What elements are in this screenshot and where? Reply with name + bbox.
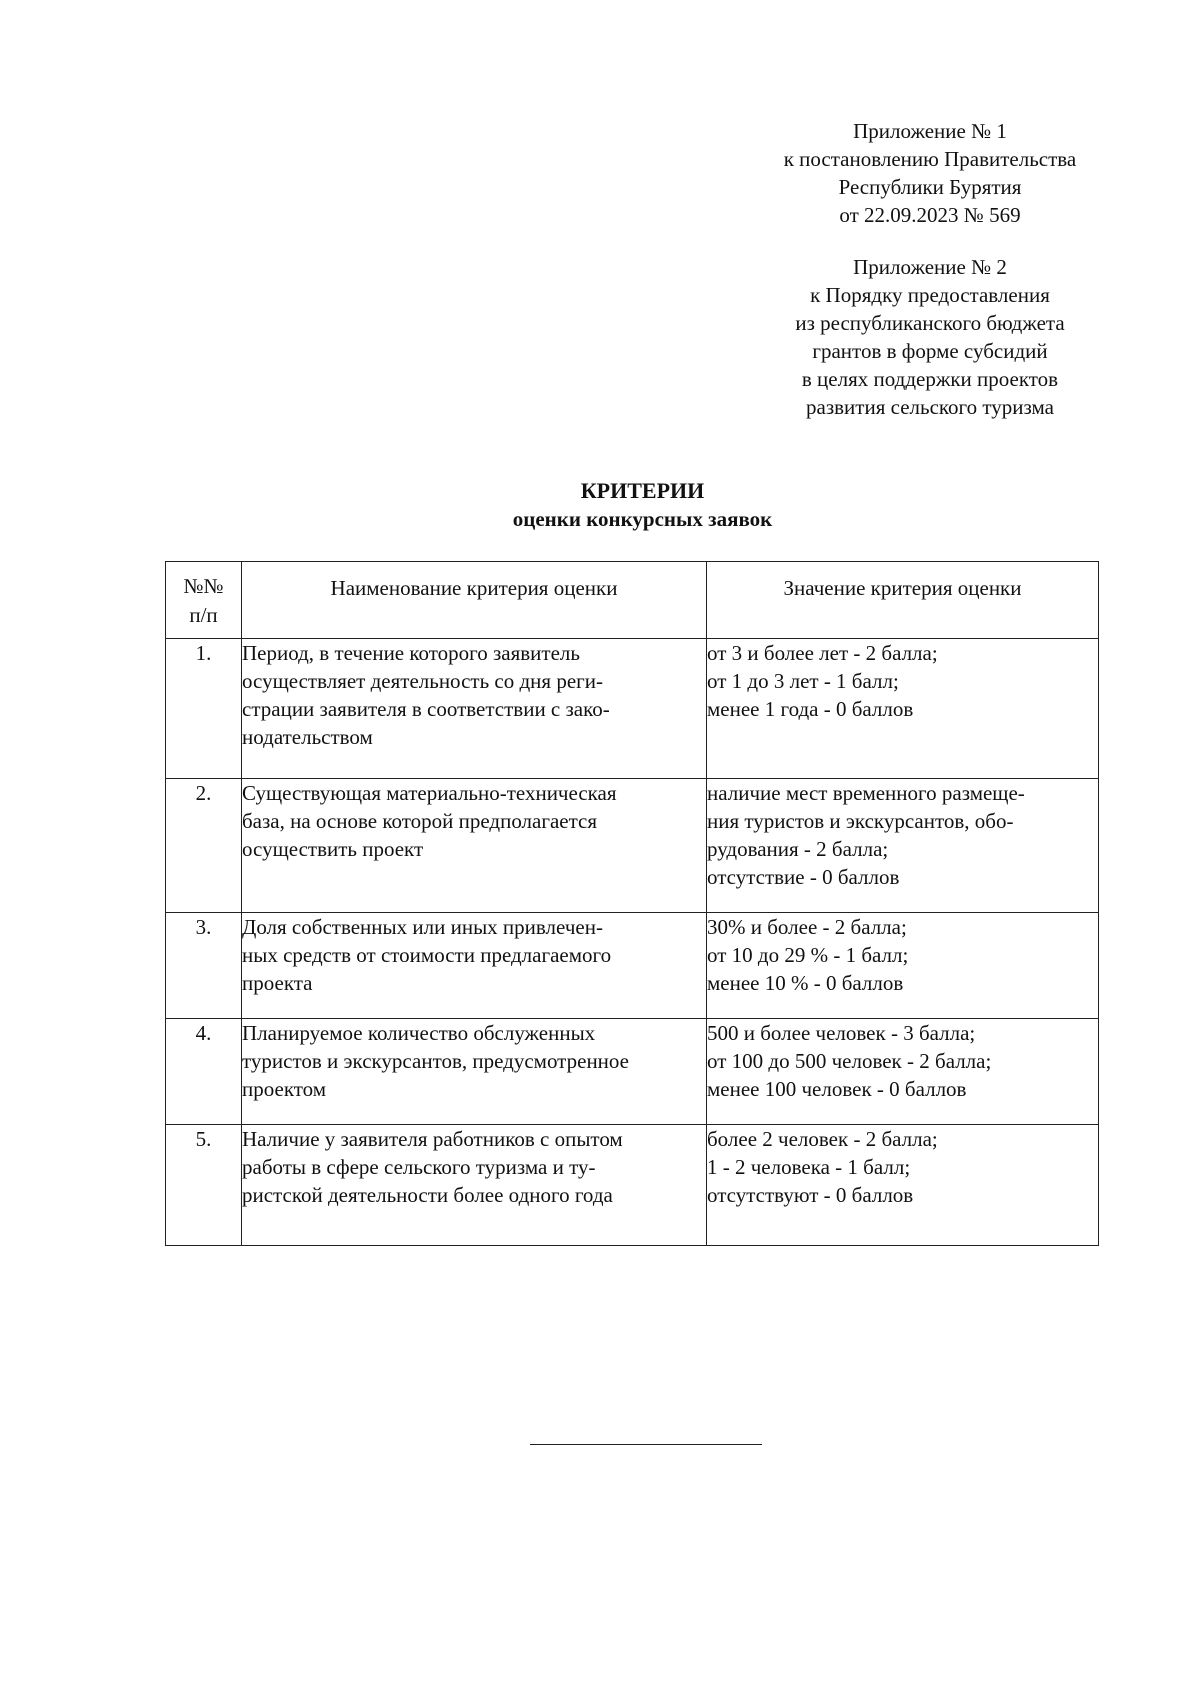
criterion-value-line: от 1 до 3 лет - 1 балл; (707, 669, 899, 693)
criterion-value-line: рудования - 2 балла; (707, 837, 889, 861)
appendix-2-line: в целях поддержки проектов (801, 367, 1059, 391)
criterion-value-line: от 3 и более лет - 2 балла; (707, 641, 938, 665)
criterion-value-line: от 10 до 29 % - 1 балл; (707, 943, 909, 967)
criterion-name-line: осуществить проект (242, 837, 424, 861)
criterion-name-line: ристской деятельности более одного года (242, 1183, 613, 1207)
title-main: КРИТЕРИИ (580, 478, 705, 503)
header-criterion-name: Наименование критерия оценки (242, 562, 707, 639)
row-number: 4. (166, 1019, 242, 1125)
appendix-1-line: Приложение № 1 (853, 119, 1007, 143)
appendix-1-line: Республики Бурятия (838, 175, 1022, 199)
title-subtitle: оценки конкурсных заявок (512, 507, 773, 531)
criterion-name-line: проектом (242, 1077, 327, 1101)
table-header-row (166, 562, 1099, 639)
criterion-name (242, 1125, 707, 1246)
criterion-value-line: отсутствуют - 0 баллов (707, 1183, 914, 1207)
appendix-1-line: к постановлению Правительства (783, 147, 1077, 171)
criterion-value (707, 1019, 1099, 1125)
criterion-name-line: Доля собственных или иных привлечен- (242, 915, 603, 939)
criterion-value (707, 639, 1099, 779)
table-row (166, 913, 1099, 1019)
criterion-name-line: осуществляет деятельность со дня реги- (242, 669, 603, 693)
appendix-2-block (760, 253, 1100, 421)
criterion-value-line: более 2 человек - 2 балла; (707, 1127, 938, 1151)
criterion-value (707, 913, 1099, 1019)
header-number (166, 562, 242, 639)
document-title (0, 477, 1200, 533)
criterion-value (707, 1125, 1099, 1246)
criterion-name (242, 639, 707, 779)
criterion-name-line: Период, в течение которого заявитель (242, 641, 580, 665)
criterion-value (707, 779, 1099, 913)
criterion-name-line: Планируемое количество обслуженных (242, 1021, 596, 1045)
table-row (166, 779, 1099, 913)
table-row (166, 1125, 1099, 1246)
criterion-name (242, 779, 707, 913)
appendix-2-line: к Порядку предоставления (810, 283, 1050, 307)
criterion-name-line: Существующая материально-техническая (242, 781, 617, 805)
criterion-name-line: Наличие у заявителя работников с опытом (242, 1127, 623, 1151)
criterion-value-line: 30% и более - 2 балла; (707, 915, 907, 939)
row-number: 5. (166, 1125, 242, 1246)
appendix-2-line: грантов в форме субсидий (812, 339, 1048, 363)
appendix-2-line: развития сельского туризма (806, 395, 1054, 419)
criterion-value-line: отсутствие - 0 баллов (707, 865, 900, 889)
criterion-value-line: ния туристов и экскурсантов, обо- (707, 809, 1014, 833)
criterion-name (242, 1019, 707, 1125)
criterion-value-line: менее 1 года - 0 баллов (707, 697, 914, 721)
row-number: 3. (166, 913, 242, 1019)
criterion-name-line: ных средств от стоимости предлагаемого (242, 943, 612, 967)
appendix-2-line: из республиканского бюджета (795, 311, 1065, 335)
table-row (166, 639, 1099, 779)
criterion-value-line: 1 - 2 человека - 1 балл; (707, 1155, 911, 1179)
criterion-value-line: 500 и более человек - 3 балла; (707, 1021, 976, 1045)
header-criterion-value: Значение критерия оценки (707, 562, 1099, 639)
criterion-value-line: от 100 до 500 человек - 2 балла; (707, 1049, 992, 1073)
end-divider-line (530, 1444, 762, 1445)
header-number-line1: №№ (183, 574, 224, 598)
criterion-name-line: страции заявителя в соответствии с зако- (242, 697, 610, 721)
criterion-name-line: работы в сфере сельского туризма и ту- (242, 1155, 596, 1179)
criterion-name (242, 913, 707, 1019)
row-number: 1. (166, 639, 242, 779)
criterion-name-line: нодательством (242, 725, 373, 749)
appendix-1-line: от 22.09.2023 № 569 (839, 203, 1021, 227)
row-number: 2. (166, 779, 242, 913)
appendix-1-block (760, 117, 1100, 229)
criterion-name-line: туристов и экскурсантов, предусмотренное (242, 1049, 629, 1073)
criterion-value-line: менее 100 человек - 0 баллов (707, 1077, 967, 1101)
criterion-value-line: наличие мест временного размеще- (707, 781, 1025, 805)
criteria-table (165, 561, 1099, 1246)
criterion-value-line: менее 10 % - 0 баллов (707, 971, 904, 995)
header-number-line2: п/п (189, 603, 218, 627)
appendix-2-line: Приложение № 2 (853, 255, 1007, 279)
criterion-name-line: проекта (242, 971, 313, 995)
table-row (166, 1019, 1099, 1125)
criterion-name-line: база, на основе которой предполагается (242, 809, 598, 833)
